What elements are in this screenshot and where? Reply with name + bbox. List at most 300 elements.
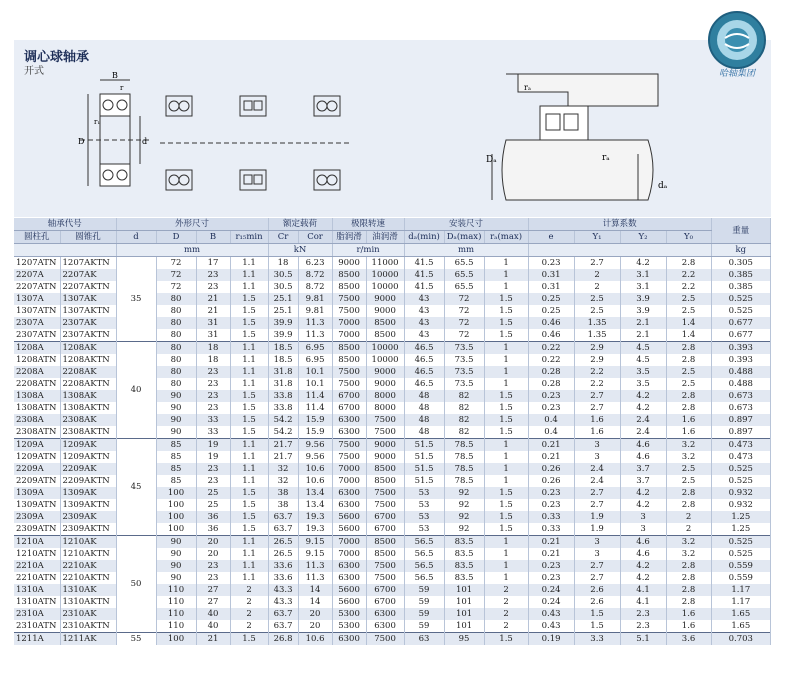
table-cell: 3 [620,523,666,536]
table-cell: 72 [156,281,196,293]
table-cell: 54.2 [268,414,298,426]
table-cell: 6300 [332,633,366,646]
table-cell: 1309AK [60,487,116,499]
table-cell: 1 [484,536,528,549]
table-cell: 0.473 [711,439,770,452]
table-cell: 51.5 [404,439,444,452]
table-cell: 3.5 [620,366,666,378]
bearing-spec-table [14,218,771,645]
table-cell: 20 [196,548,230,560]
table-cell: 1.9 [574,523,620,536]
table-cell: 48 [404,390,444,402]
cell-bore-d: 35 [116,257,156,342]
table-cell: 1207ATN [14,257,60,270]
table-cell: 26.8 [268,633,298,646]
table-cell: 41.5 [404,281,444,293]
table-cell: 2.8 [666,560,711,572]
table-cell: 2210AKTN [60,572,116,584]
table-row [14,439,771,452]
table-cell: 36 [196,523,230,536]
table-cell: 21 [196,293,230,305]
label-ra-inner: rₐ [602,153,610,163]
table-cell: 1.25 [711,511,770,523]
table-cell: 1.5 [484,305,528,317]
table-cell: 1 [484,463,528,475]
table-cell: 8500 [332,269,366,281]
table-cell: 7000 [332,463,366,475]
table-cell: 78.5 [444,451,484,463]
table-cell: 6300 [332,414,366,426]
table-cell: 18.5 [268,342,298,355]
table-cell: 1.5 [484,523,528,536]
hdr-ramax: rₐ(max) [484,231,528,244]
table-cell: 1.65 [711,620,770,633]
table-cell: 1.5 [484,426,528,439]
table-cell: 2209A [14,463,60,475]
table-row [14,342,771,355]
table-cell: 9000 [332,257,366,270]
table-cell: 2307AK [60,317,116,329]
table-cell: 2208A [14,366,60,378]
table-cell: 63.7 [268,608,298,620]
table-cell: 1.6 [666,426,711,439]
table-cell: 3.7 [620,463,666,475]
table-cell: 80 [156,366,196,378]
table-cell: 8500 [366,548,404,560]
table-cell: 7500 [366,414,404,426]
table-cell: 85 [156,451,196,463]
table-cell: 10.6 [298,463,332,475]
table-cell: 59 [404,620,444,633]
table-cell: 90 [156,426,196,439]
table-cell: 2.7 [574,402,620,414]
label-r1: r₁ [94,118,101,126]
table-cell: 0.305 [711,257,770,270]
table-cell: 11.3 [298,329,332,342]
table-cell: 3 [574,451,620,463]
table-cell: 40 [196,620,230,633]
table-cell: 33.6 [268,572,298,584]
table-cell: 83.5 [444,572,484,584]
table-cell: 78.5 [444,475,484,487]
table-cell: 8500 [366,475,404,487]
table-cell: 110 [156,596,196,608]
table-cell: 90 [156,560,196,572]
table-cell: 0.559 [711,572,770,584]
table-cell: 1.5 [230,426,268,439]
table-cell: 59 [404,596,444,608]
table-cell: 2 [484,584,528,596]
table-cell: 2.7 [574,390,620,402]
table-cell: 0.46 [528,317,574,329]
table-cell: 2207ATN [14,281,60,293]
table-cell: 2.5 [574,293,620,305]
table-cell: 23 [196,281,230,293]
hdr-install: 安装尺寸 [404,218,528,231]
table-cell: 80 [156,354,196,366]
table-cell: 0.385 [711,269,770,281]
table-cell: 2.5 [574,305,620,317]
table-cell: 0.28 [528,366,574,378]
table-cell: 2.2 [574,378,620,390]
table-cell: 73.5 [444,366,484,378]
table-cell: 6700 [366,584,404,596]
table-cell: 5600 [332,596,366,608]
table-cell: 101 [444,608,484,620]
table-cell: 0.385 [711,281,770,293]
table-cell: 7500 [366,499,404,511]
table-cell: 1208ATN [14,354,60,366]
table-cell: 101 [444,596,484,608]
table-cell: 82 [444,402,484,414]
table-cell: 2.4 [574,475,620,487]
table-cell: 7500 [366,633,404,646]
table-cell: 0.23 [528,257,574,270]
table-cell: 15.9 [298,414,332,426]
table-cell: 2.8 [666,572,711,584]
table-cell: 2209AK [60,463,116,475]
table-cell: 51.5 [404,463,444,475]
table-cell: 83.5 [444,536,484,549]
table-cell: 51.5 [404,475,444,487]
table-cell: 1310AK [60,584,116,596]
table-cell: 2 [666,511,711,523]
hdr-cyl: 圆柱孔 [14,231,60,244]
table-cell: 0.21 [528,536,574,549]
table-cell: 56.5 [404,572,444,584]
table-cell: 18 [268,257,298,270]
table-cell: 1310ATN [14,596,60,608]
table-cell: 63 [404,633,444,646]
table-cell: 1 [484,560,528,572]
table-cell: 21 [196,633,230,646]
table-cell: 0.488 [711,378,770,390]
table-cell: 0.43 [528,608,574,620]
table-cell: 2309AKTN [60,523,116,536]
table-cell: 23 [196,402,230,414]
table-cell: 2 [230,584,268,596]
table-cell: 2.8 [666,596,711,608]
table-cell: 2210A [14,560,60,572]
table-cell: 53 [404,499,444,511]
table-cell: 1.5 [484,402,528,414]
table-cell: 8500 [366,463,404,475]
table-cell: 1209A [14,439,60,452]
label-ra: rₐ [524,83,531,92]
table-cell: 8500 [332,281,366,293]
table-cell: 0.22 [528,354,574,366]
table-cell: 6700 [366,596,404,608]
table-cell: 4.6 [620,548,666,560]
table-cell: 100 [156,511,196,523]
table-cell: 0.33 [528,523,574,536]
table-cell: 2307A [14,317,60,329]
table-cell: 2.2 [666,269,711,281]
table-cell: 2.9 [574,342,620,355]
table-cell: 1310AKTN [60,596,116,608]
table-cell: 18 [196,342,230,355]
table-cell: 1.5 [484,487,528,499]
table-cell: 6300 [332,499,366,511]
table-cell: 2.3 [620,608,666,620]
table-cell: 6.95 [298,342,332,355]
table-cell: 6.23 [298,257,332,270]
table-cell: 2 [574,281,620,293]
table-cell: 36 [196,511,230,523]
table-cell: 8500 [366,536,404,549]
table-cell: 72 [444,305,484,317]
table-cell: 9.81 [298,305,332,317]
table-cell: 1.5 [230,414,268,426]
table-cell: 83.5 [444,560,484,572]
table-cell: 54.2 [268,426,298,439]
table-cell: 110 [156,584,196,596]
table-cell: 53 [404,523,444,536]
table-cell: 2.7 [574,499,620,511]
unit-mm2: mm [404,244,528,257]
table-cell: 0.23 [528,487,574,499]
table-cell: 43 [404,329,444,342]
table-cell: 0.525 [711,475,770,487]
table-cell: 1210ATN [14,548,60,560]
table-cell: 4.2 [620,487,666,499]
table-cell: 13.4 [298,487,332,499]
table-cell: 1.5 [574,608,620,620]
table-cell: 2309AK [60,511,116,523]
label-da: dₐ [658,181,668,191]
table-cell: 7000 [332,548,366,560]
table-cell: 1307AKTN [60,305,116,317]
table-cell: 1308AKTN [60,402,116,414]
cell-bore-d: 50 [116,536,156,633]
hdr-D: D [156,231,196,244]
table-cell: 1.1 [230,257,268,270]
table-cell: 80 [156,317,196,329]
table-cell: 13.4 [298,499,332,511]
table-cell: 92 [444,487,484,499]
table-cell: 2209ATN [14,475,60,487]
table-cell: 0.31 [528,281,574,293]
table-cell: 59 [404,608,444,620]
table-cell: 1.5 [230,390,268,402]
table-cell: 41.5 [404,269,444,281]
table-cell: 2.7 [574,257,620,270]
table-cell: 85 [156,439,196,452]
table-cell: 31.8 [268,366,298,378]
table-cell: 7500 [366,487,404,499]
table-cell: 4.5 [620,354,666,366]
table-cell: 3.9 [620,305,666,317]
table-cell: 43 [404,305,444,317]
table-cell: 1.25 [711,523,770,536]
hdr-Yo: Y₀ [666,231,711,244]
table-cell: 5600 [332,511,366,523]
table-cell: 21.7 [268,439,298,452]
table-cell: 7000 [332,475,366,487]
table-cell: 56.5 [404,548,444,560]
table-cell: 0.23 [528,499,574,511]
table-cell: 0.4 [528,414,574,426]
table-cell: 90 [156,402,196,414]
table-cell: 82 [444,414,484,426]
table-cell: 21 [196,305,230,317]
table-cell: 1.1 [230,475,268,487]
table-cell: 40 [196,608,230,620]
table-cell: 7500 [366,560,404,572]
table-cell: 72 [444,293,484,305]
table-cell: 3.1 [620,281,666,293]
table-cell: 2 [666,523,711,536]
table-cell: 6700 [366,523,404,536]
table-cell: 1.5 [230,511,268,523]
table-cell: 18 [196,354,230,366]
table-cell: 2.8 [666,257,711,270]
table-cell: 1308AK [60,390,116,402]
table-cell: 32 [268,475,298,487]
table-cell: 0.393 [711,342,770,355]
table-cell: 9000 [366,293,404,305]
table-cell: 0.525 [711,305,770,317]
table-cell: 2209AKTN [60,475,116,487]
table-cell: 4.6 [620,439,666,452]
table-body [14,257,771,646]
table-cell: 3.2 [666,548,711,560]
table-cell: 1 [484,572,528,584]
table-cell: 0.673 [711,402,770,414]
hdr-Cr: Cr [268,231,298,244]
table-cell: 23 [196,560,230,572]
table-cell: 46.5 [404,378,444,390]
table-cell: 5300 [332,620,366,633]
table-cell: 3 [574,548,620,560]
table-cell: 0.673 [711,390,770,402]
table-cell: 6.95 [298,354,332,366]
table-cell: 0.33 [528,511,574,523]
table-cell: 7500 [332,305,366,317]
table-cell: 1.6 [666,608,711,620]
table-cell: 73.5 [444,378,484,390]
table-cell: 1.6 [666,414,711,426]
table-cell: 2308AKTN [60,426,116,439]
table-cell: 1.5 [574,620,620,633]
hdr-Damax: Dₐ(max) [444,231,484,244]
table-cell: 9000 [366,378,404,390]
table-cell: 5300 [332,608,366,620]
table-cell: 2.7 [574,487,620,499]
table-cell: 46.5 [404,342,444,355]
table-cell: 19 [196,451,230,463]
catalog-header [0,0,790,217]
table-cell: 0.4 [528,426,574,439]
table-cell: 1.5 [230,499,268,511]
table-cell: 2207AKTN [60,281,116,293]
table-cell: 5600 [332,584,366,596]
table-cell: 2 [484,596,528,608]
table-cell: 38 [268,487,298,499]
table-cell: 33.6 [268,560,298,572]
table-cell: 72 [156,257,196,270]
table-cell: 10.6 [298,475,332,487]
table-cell: 51.5 [404,451,444,463]
table-cell: 1208AKTN [60,354,116,366]
table-cell: 2 [230,608,268,620]
table-cell: 92 [444,511,484,523]
table-cell: 9.15 [298,536,332,549]
table-cell: 2.4 [620,426,666,439]
table-cell: 7500 [332,439,366,452]
table-cell: 2.5 [666,366,711,378]
table-cell: 0.23 [528,572,574,584]
table-cell: 1 [484,378,528,390]
table-cell: 1.1 [230,378,268,390]
table-cell: 1.5 [230,402,268,414]
table-cell: 2308ATN [14,426,60,439]
table-cell: 1.1 [230,366,268,378]
table-cell: 1210A [14,536,60,549]
table-cell: 23 [196,378,230,390]
table-cell: 2307AKTN [60,329,116,342]
table-cell: 43.3 [268,584,298,596]
table-cell: 2.9 [574,354,620,366]
table-cell: 27 [196,596,230,608]
table-cell: 59 [404,584,444,596]
table-cell: 7500 [332,451,366,463]
table-cell: 8000 [366,402,404,414]
table-cell: 1.5 [230,305,268,317]
page-title: 调心球轴承 [24,50,90,65]
table-cell: 1.5 [230,329,268,342]
table-cell: 90 [156,390,196,402]
table-cell: 2.6 [574,584,620,596]
table-cell: 72 [156,269,196,281]
table-cell: 1309A [14,487,60,499]
table-cell: 33 [196,414,230,426]
table-cell: 6300 [332,426,366,439]
table-cell: 92 [444,499,484,511]
hdr-grease: 脂润滑 [332,231,366,244]
table-cell: 26.5 [268,548,298,560]
table-cell: 2.4 [620,414,666,426]
unit-kg: kg [711,244,770,257]
table-cell: 65.5 [444,281,484,293]
table-cell: 53 [404,511,444,523]
table-cell: 20 [196,536,230,549]
table-cell: 11.3 [298,572,332,584]
table-cell: 7000 [332,317,366,329]
table-cell: 9000 [366,439,404,452]
table-cell: 1210AKTN [60,548,116,560]
table-cell: 9000 [366,366,404,378]
table-cell: 1.5 [230,293,268,305]
table-cell: 1 [484,451,528,463]
table-cell: 25.1 [268,305,298,317]
table-cell: 1.1 [230,536,268,549]
table-cell: 101 [444,620,484,633]
table-cell: 0.932 [711,487,770,499]
table-cell: 80 [156,329,196,342]
table-cell: 4.2 [620,402,666,414]
table-cell: 0.23 [528,560,574,572]
table-cell: 65.5 [444,257,484,270]
table-cell: 2208AK [60,366,116,378]
table-cell: 0.25 [528,305,574,317]
table-cell: 20 [298,608,332,620]
table-cell: 1.6 [574,414,620,426]
table-cell: 63.7 [268,511,298,523]
table-cell: 8.72 [298,269,332,281]
table-cell: 6300 [366,620,404,633]
table-cell: 8500 [332,342,366,355]
